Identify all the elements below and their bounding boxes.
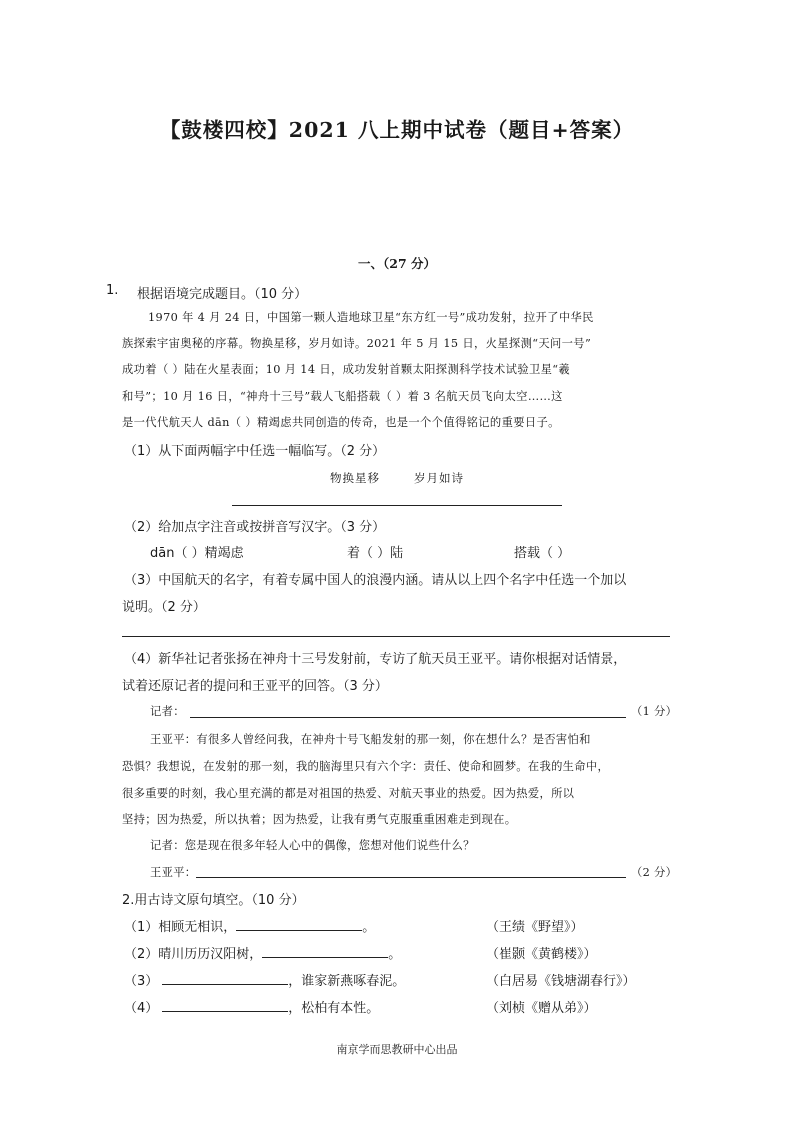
poem-row-before: 晴川历历汉阳树， (158, 947, 263, 962)
pinyin-item-zhuo: 着（ ）陆 (347, 546, 404, 561)
poem-row-before: 相顾无相识， (158, 920, 237, 935)
q1-prompt: 根据语境完成题目。（10 分） (137, 287, 308, 302)
poem-row-after: ，谁家新燕啄春泥。 (288, 974, 406, 989)
poem-source: （白居易《钱塘湖春行》） (486, 974, 636, 989)
pinyin-item-dan: dān（ ）精竭虑 (150, 546, 244, 561)
wang-label: 王亚平： (150, 866, 197, 879)
poem-row-after: 。 (362, 920, 376, 935)
poem-blank[interactable] (236, 918, 362, 931)
poem-row-num: （3） (124, 974, 159, 989)
sub-question-3-cont: 说明。（2 分） (122, 600, 206, 615)
poem-row (124, 943, 401, 962)
wang-answer-line[interactable] (196, 877, 626, 878)
passage-line-1: 1970 年 4 月 24 日，中国第一颗人造地球卫星“东方红一号”成功发射，拉开了中华民 (148, 311, 594, 324)
reporter-points: （1 分） (631, 705, 678, 718)
passage-line-4: 和号”；10 月 16 日，“神舟十三号”载人飞船搭载（ ）着 3 名航天员飞向太空……这 (122, 390, 563, 403)
poem-row-after: 。 (388, 947, 402, 962)
poem-source: （王绩《野望》） (486, 920, 584, 935)
wang-answer-line-1: 王亚平：有很多人曾经问我，在神舟十号飞船发射的那一刻，你在想什么？是否害怕和 (150, 733, 591, 746)
wang-answer-line-4: 坚持；因为热爱，所以执着；因为热爱，让我有勇气克服重重困难走到现在。 (122, 813, 517, 826)
explain-answer-line[interactable] (122, 636, 670, 637)
sub-question-4: （4）新华社记者张扬在神舟十三号发射前，专访了航天员王亚平。请你根据对话情景， (124, 652, 627, 667)
calligraphy-sample-b: 岁月如诗 (414, 471, 464, 485)
poem-row (124, 970, 405, 989)
document-title: 【鼓楼四校】2021 八上期中试卷（题目+答案） (159, 118, 635, 142)
poem-row-num: （2） (124, 947, 159, 962)
pinyin-item-zai: 搭载（ ） (514, 546, 571, 561)
passage-line-2: 族探索宇宙奥秘的序幕。物换星移，岁月如诗。2021 年 5 月 15 日，火星探测“天问一号” (122, 337, 592, 350)
poem-source: （刘桢《赠从弟》） (486, 1001, 597, 1016)
poem-blank[interactable] (162, 999, 288, 1012)
sub-question-1: （1）从下面两幅字中任选一幅临写。（2 分） (124, 444, 386, 459)
poem-blank[interactable] (262, 945, 388, 958)
wang-answer-line-3: 很多重要的时刻，我心里充满的都是对祖国的热爱、对航天事业的热爱。因为热爱，所以 (122, 787, 575, 800)
reporter-label: 记者： (150, 705, 185, 718)
q1-number: 1. (106, 283, 119, 298)
poem-blank[interactable] (162, 972, 288, 985)
page-footer: 南京学而思教研中心出品 (336, 1043, 458, 1056)
reporter-question: 记者：您是现在很多年轻人心中的偶像，您想对他们说些什么？ (150, 839, 475, 852)
wang-points: （2 分） (631, 866, 678, 879)
passage-line-3: 成功着（ ）陆在火星表面；10 月 14 日，成功发射首颗太阳探测科学技术试验卫星“羲 (122, 363, 571, 376)
sub-question-2: （2）给加点字注音或按拼音写汉字。（3 分） (124, 520, 386, 535)
sub-question-4-cont: 试着还原记者的提问和王亚平的回答。（3 分） (122, 679, 388, 694)
copy-answer-line[interactable] (232, 505, 562, 506)
poem-source: （崔颢《黄鹤楼》） (486, 947, 597, 962)
passage-line-5: 是一代代航天人 dān（ ）精竭虑共同创造的传奇，也是一个个值得铭记的重要日子。 (122, 416, 560, 429)
wang-answer-line-2: 恐惧？我想说，在发射的那一刻，我的脑海里只有六个字：责任、使命和圆梦。在我的生命中， (122, 760, 610, 773)
poem-row (124, 916, 375, 935)
reporter-answer-line[interactable] (190, 717, 626, 718)
poem-row-num: （4） (124, 1001, 159, 1016)
poem-row (124, 997, 379, 1016)
section-header: 一、（27 分） (358, 256, 436, 271)
poem-row-num: （1） (124, 920, 159, 935)
sub-question-3: （3）中国航天的名字，有着专属中国人的浪漫内涵。请从以上四个名字中任选一个加以 (124, 573, 627, 588)
calligraphy-sample-a: 物换星移 (330, 471, 380, 485)
q2-prompt: 2.用古诗文原句填空。（10 分） (122, 893, 305, 908)
poem-row-after: ，松柏有本性。 (288, 1001, 380, 1016)
